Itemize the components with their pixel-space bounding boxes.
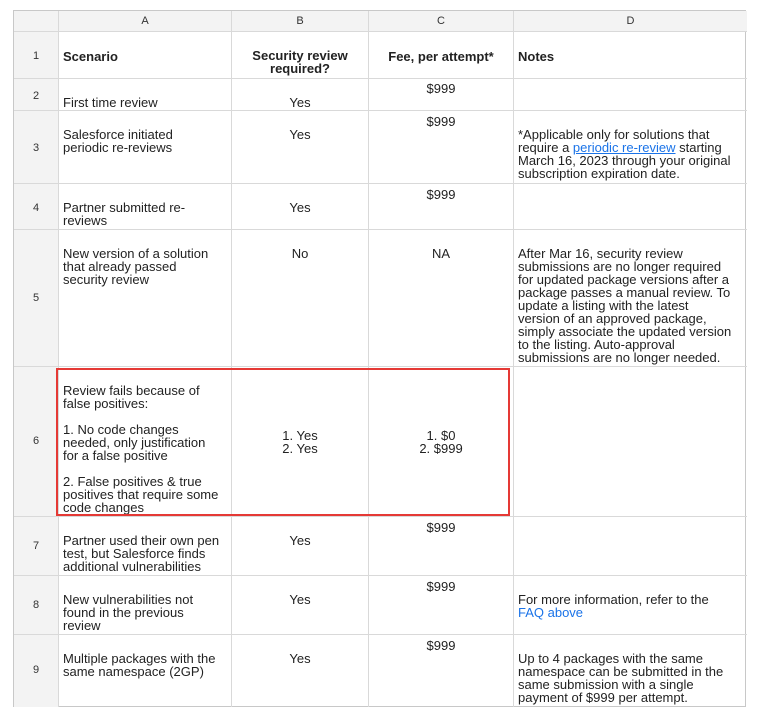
notes-line: March 16, 2023 through your original bbox=[518, 153, 731, 168]
column-header-row bbox=[14, 11, 747, 32]
security-cell[interactable] bbox=[232, 367, 369, 516]
fee-cell[interactable] bbox=[369, 367, 514, 516]
scenario-line: code changes bbox=[63, 500, 144, 515]
notes-cell[interactable] bbox=[514, 230, 747, 366]
header-scenario[interactable]: Scenario bbox=[59, 32, 232, 78]
security-cell[interactable]: No bbox=[232, 230, 369, 366]
notes-line: package passes a manual review. To bbox=[518, 285, 731, 300]
scenario-line: New version of a solution bbox=[63, 246, 209, 261]
scenario-cell[interactable] bbox=[59, 635, 232, 707]
notes-cell[interactable] bbox=[514, 517, 747, 575]
table-row bbox=[14, 576, 747, 635]
security-cell[interactable]: Yes bbox=[232, 111, 369, 183]
scenario-line: for a false positive bbox=[63, 448, 168, 463]
fee-cell[interactable]: NA bbox=[369, 230, 514, 366]
scenario-line: periodic re-reviews bbox=[63, 140, 173, 155]
fee-line: 2. $999 bbox=[419, 441, 463, 456]
scenario-cell[interactable] bbox=[59, 576, 232, 634]
fee-cell[interactable]: $999 bbox=[369, 79, 514, 110]
table-row bbox=[14, 111, 747, 184]
fee-cell[interactable]: $999 bbox=[369, 635, 514, 707]
notes-line: Up to 4 packages with the same bbox=[518, 651, 703, 666]
scenario-line: Multiple packages with the bbox=[63, 651, 216, 666]
notes-text: require a bbox=[518, 140, 573, 155]
row-number[interactable]: 7 bbox=[14, 517, 59, 575]
notes-line: For more information, refer to the bbox=[518, 592, 709, 607]
spreadsheet bbox=[13, 10, 746, 707]
scenario-cell[interactable] bbox=[59, 111, 232, 183]
header-security-line1: Security review bbox=[252, 48, 348, 63]
table-row bbox=[14, 184, 747, 230]
row-number[interactable]: 1 bbox=[14, 32, 59, 78]
scenario-line: needed, only justification bbox=[63, 435, 206, 450]
security-cell[interactable]: Yes bbox=[232, 635, 369, 707]
notes-cell[interactable] bbox=[514, 635, 747, 707]
fee-line: 1. $0 bbox=[426, 428, 456, 443]
notes-line: namespace can be submitted in the bbox=[518, 664, 724, 679]
notes-line: simply associate the updated version bbox=[518, 324, 732, 339]
header-fee[interactable]: Fee, per attempt* bbox=[369, 32, 514, 78]
fee-cell[interactable]: $999 bbox=[369, 111, 514, 183]
table-row bbox=[14, 517, 747, 576]
security-line: 1. Yes bbox=[282, 428, 318, 443]
scenario-line: review bbox=[63, 618, 101, 633]
notes-line: submissions are no longer needed. bbox=[518, 350, 721, 365]
notes-cell[interactable] bbox=[514, 367, 747, 516]
notes-line: subscription expiration date. bbox=[518, 166, 680, 181]
notes-text: starting bbox=[675, 140, 722, 155]
table-row bbox=[14, 635, 747, 707]
scenario-line: that already passed bbox=[63, 259, 177, 274]
row-number[interactable]: 4 bbox=[14, 184, 59, 229]
row-number[interactable]: 2 bbox=[14, 79, 59, 110]
notes-line: payment of $999 per attempt. bbox=[518, 690, 688, 705]
faq-above-link[interactable]: FAQ above bbox=[518, 605, 584, 620]
notes-line: After Mar 16, security review bbox=[518, 246, 683, 261]
scenario-line: positives that require some bbox=[63, 487, 219, 502]
periodic-re-review-link[interactable]: periodic re-review bbox=[572, 140, 676, 155]
security-cell[interactable]: Yes bbox=[232, 576, 369, 634]
security-cell[interactable]: Yes bbox=[232, 184, 369, 229]
column-header-a[interactable]: A bbox=[59, 11, 232, 31]
table-row bbox=[14, 32, 747, 79]
table-row bbox=[14, 367, 747, 517]
corner-cell[interactable] bbox=[14, 11, 59, 31]
security-cell[interactable]: Yes bbox=[232, 517, 369, 575]
notes-cell[interactable] bbox=[514, 79, 747, 110]
notes-line: submissions are no longer required bbox=[518, 259, 722, 274]
scenario-line: 1. No code changes bbox=[63, 422, 179, 437]
notes-cell[interactable] bbox=[514, 184, 747, 229]
row-number[interactable]: 5 bbox=[14, 230, 59, 366]
row-number[interactable]: 9 bbox=[14, 635, 59, 707]
notes-cell[interactable] bbox=[514, 111, 747, 183]
header-security-review[interactable] bbox=[232, 32, 369, 78]
fee-cell[interactable]: $999 bbox=[369, 576, 514, 634]
notes-line: version of an approved package, bbox=[518, 311, 707, 326]
scenario-line: Partner used their own pen bbox=[63, 533, 220, 548]
row-number[interactable]: 8 bbox=[14, 576, 59, 634]
security-cell[interactable]: Yes bbox=[232, 79, 369, 110]
scenario-line: found in the previous bbox=[63, 605, 184, 620]
scenario-cell[interactable] bbox=[59, 184, 232, 229]
scenario-cell[interactable] bbox=[59, 230, 232, 366]
scenario-cell[interactable] bbox=[59, 79, 232, 110]
column-header-d[interactable]: D bbox=[514, 11, 747, 31]
table-row bbox=[14, 230, 747, 367]
row-number[interactable]: 6 bbox=[14, 367, 59, 516]
scenario-line: same namespace (2GP) bbox=[63, 664, 204, 679]
notes-line: same submission with a single bbox=[518, 677, 694, 692]
scenario-line: test, but Salesforce finds bbox=[63, 546, 206, 561]
notes-cell[interactable] bbox=[514, 576, 747, 634]
scenario-cell[interactable] bbox=[59, 367, 232, 516]
scenario-line: security review bbox=[63, 272, 149, 287]
scenario-line: New vulnerabilities not bbox=[63, 592, 194, 607]
security-line: 2. Yes bbox=[282, 441, 318, 456]
scenario-line: First time review bbox=[63, 95, 158, 110]
notes-line: update a listing with the latest bbox=[518, 298, 689, 313]
scenario-line: Salesforce initiated bbox=[63, 127, 173, 142]
fee-cell[interactable]: $999 bbox=[369, 184, 514, 229]
scenario-line: additional vulnerabilities bbox=[63, 559, 202, 574]
table-row bbox=[14, 79, 747, 111]
scenario-line: Review fails because of bbox=[63, 383, 200, 398]
column-header-c[interactable]: C bbox=[369, 11, 514, 31]
header-notes[interactable]: Notes bbox=[518, 49, 555, 64]
fee-cell[interactable]: $999 bbox=[369, 517, 514, 575]
notes-line: to the listing. Auto-approval bbox=[518, 337, 675, 352]
notes-line: *Applicable only for solutions that bbox=[518, 127, 710, 142]
scenario-cell[interactable] bbox=[59, 517, 232, 575]
scenario-line: reviews bbox=[63, 213, 108, 228]
scenario-line: 2. False positives & true bbox=[63, 474, 202, 489]
scenario-line: false positives: bbox=[63, 396, 149, 411]
notes-line: for updated package versions after a bbox=[518, 272, 730, 287]
column-header-b[interactable]: B bbox=[232, 11, 369, 31]
row-number[interactable]: 3 bbox=[14, 111, 59, 183]
scenario-line: Partner submitted re- bbox=[63, 200, 186, 215]
header-security-line2: required? bbox=[270, 61, 330, 76]
